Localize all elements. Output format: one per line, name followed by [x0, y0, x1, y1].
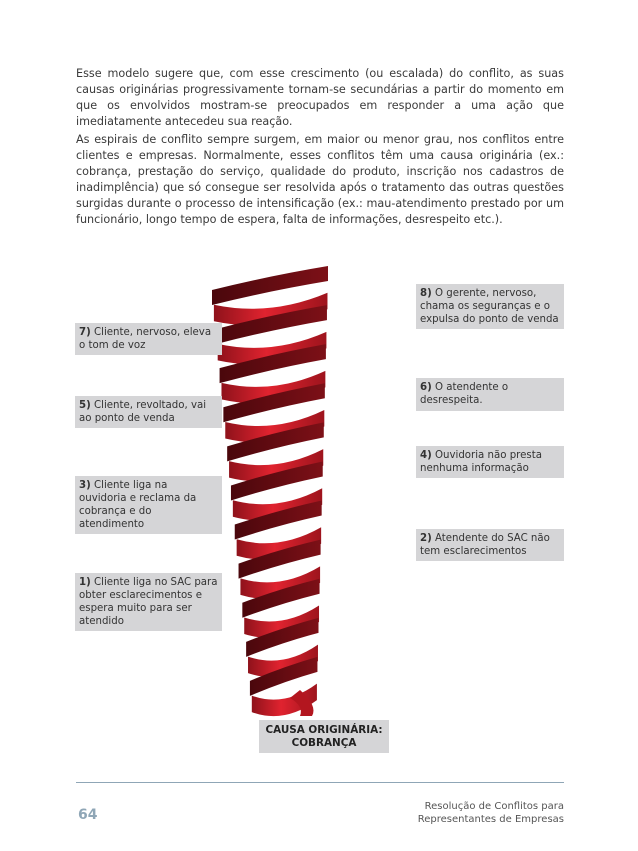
footer-title: [418, 800, 564, 826]
step-4-label: 4) Ouvidoria não presta nenhuma informação: [416, 446, 564, 478]
step-8-label: 8) O gerente, nervoso, chama os seguranças e o expulsa do ponto de venda: [416, 284, 564, 329]
root-cause-label: [259, 720, 389, 753]
step-7-label: 7) Cliente, nervoso, eleva o tom de voz: [75, 323, 222, 355]
step-5-label: 5) Cliente, revoltado, vai ao ponto de venda: [75, 396, 222, 428]
root-cause-title: CAUSA ORIGINÁRIA:: [265, 724, 383, 736]
step-6-label: 6) O atendente o desrespeita.: [416, 378, 564, 411]
step-2-label: 2) Atendente do SAC não tem esclarecimentos: [416, 529, 564, 561]
root-cause-value: COBRANÇA: [291, 737, 357, 749]
step-3-label: 3) Cliente liga na ouvidoria e reclama da cobrança e do atendimento: [75, 476, 222, 534]
paragraph-2: As espirais de conflito sempre surgem, em maior ou menor grau, nos conflitos entre clientes e empresas. Normalmente, esses conflitos têm uma causa originária (ex.: cobrança, prestação do serviço, qualidade do produto, inscrição nos cadastros de inadimplência) que só consegue ser resolvida após o tratamento das outras questões surgidas durante o processo de intensificação (ex.: mau-atendimento prestado por um funcionário, longo tempo de espera, falta de informações, desrespeito etc.).: [76, 133, 564, 226]
footer-divider: [76, 782, 564, 783]
paragraph-1: Esse modelo sugere que, com esse crescimento (ou escalada) do conflito, as suas causas originárias progressivamente tornam-se secundárias a partir do momento em que os envolvidos mostram-se preocupados em responder a uma ação que imediatamente antecedeu sua reação.: [76, 67, 564, 128]
page-number: 64: [78, 807, 98, 823]
spiral-coils: [212, 266, 328, 716]
footer-title-line-2: Representantes de Empresas: [417, 814, 564, 825]
footer-title-line-1: Resolução de Conflitos para: [424, 801, 564, 812]
step-1-label: 1) Cliente liga no SAC para obter esclarecimentos e espera muito para ser atendido: [75, 573, 222, 631]
